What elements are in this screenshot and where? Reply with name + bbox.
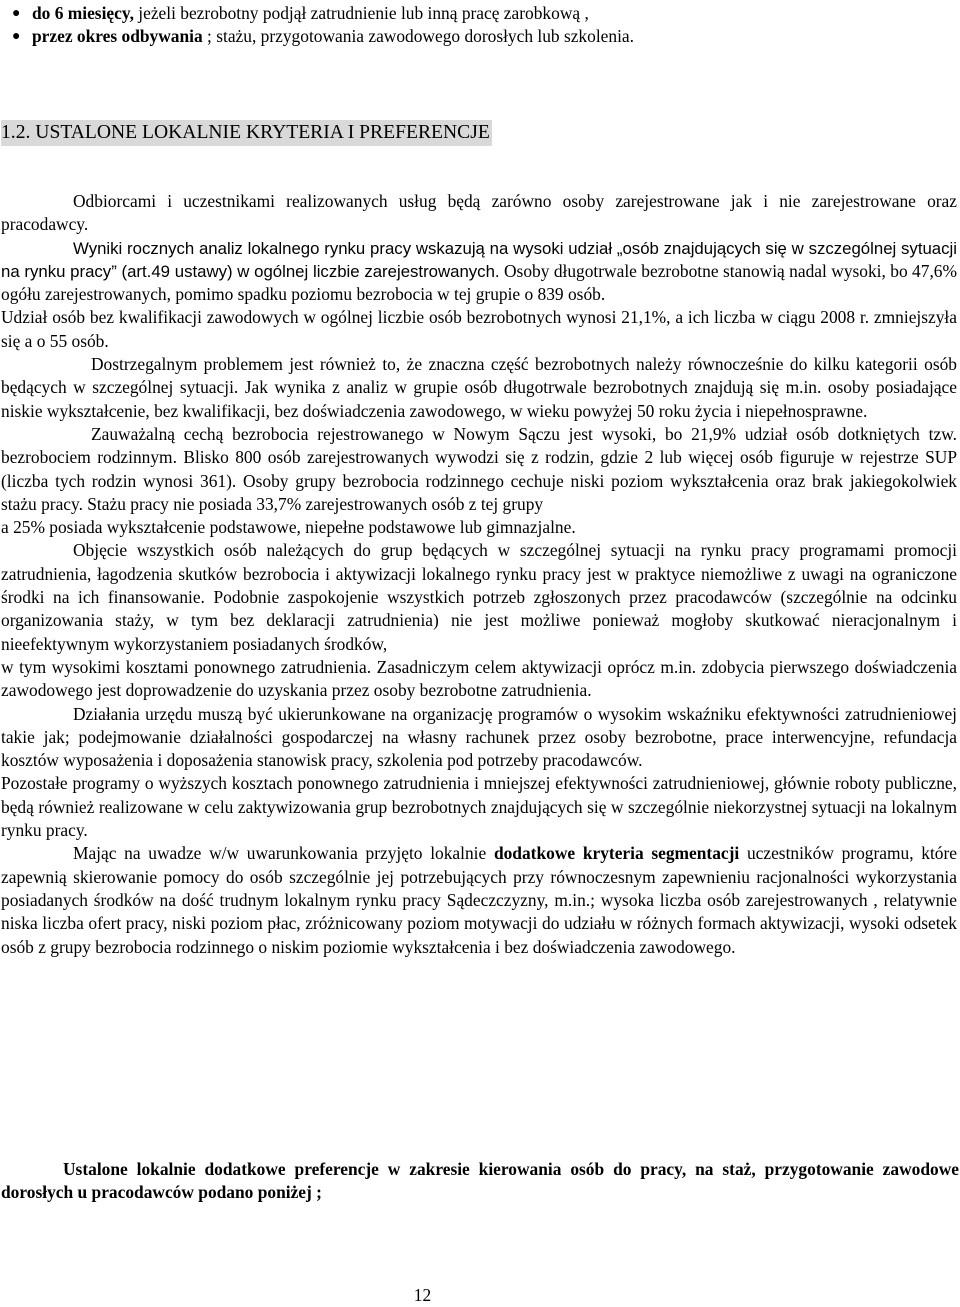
page-number: 12 xyxy=(413,1285,432,1305)
paragraph: Wyniki rocznych analiz lokalnego rynku pracy wskazują na wysoki udział „osób znajdujących się w szczególnej sytuacji na rynku pracy” (art.49 ustawy) w ogólnej liczbie zarejestrowanych. Osoby długotrwale bezrobotne stanowią nadal wysoki, bo 47,6% ogółu zarejestrowanych, pomimo spadku poziomu bezrobocia w tej grupie o 839 osób. xyxy=(1,238,957,305)
paragraph: Dostrzegalnym problemem jest również to, że znaczna część bezrobotnych należy równocześnie do kilku kategorii osób będących w szczególnej sytuacji. Jak wynika z analiz w grupie osób długotrwale bezrobotnych znajdują się m.in. osoby posiadające niskie wykształcenie, bez kwalifikacji, bez doświadczenia zawodowego, w wieku powyżej 50 roku życia i niepełnosprawne. xyxy=(1,354,957,421)
bullet-bold: do 6 miesięcy, xyxy=(32,3,134,23)
paragraph: Pozostałe programy o wyższych kosztach ponownego zatrudnienia i mniejszej efektywności zatrudnieniowej, głównie roboty publiczne, będą również realizowane w celu zaktywizowania grup bezrobotnych znajdujących się w szczególnie niekorzystnej sytuacji na lokalnym rynku pracy. xyxy=(1,773,957,841)
paragraph: Mając na uwadze w/w uwarunkowania przyjęto lokalnie dodatkowe kryteria segmentacji uczestników programu, które zapewnią skierowanie pomocy do osób szczególnie jej potrzebujących przy równoczesnym zapewnieniu racjonalności wykorzystania posiadanych środków na dość trudnym lokalnym rynku pracy Sądeczczyzny, m.in.; wysoka liczba osób zarejestrowanych , relatywnie niska liczba ofert pracy, niski poziom płac, zróżnicowany poziom motywacji do udziału w różnych formach aktywizacji, wysoki odsetek osób z grupy bezrobocia rodzinnego o niskim poziomie wykształcenia i bez doświadczenia zawodowego. xyxy=(1,843,957,957)
paragraph: Działania urzędu muszą być ukierunkowane na organizację programów o wysokim wskaźniku efektywności zatrudnieniowej takie jak; podejmowanie działalności gospodarczej na własny rachunek przez osoby bezrobotne, prace interwencyjne, refundacja kosztów wyposażenia i doposażenia stanowisk pracy, szkolenia pod potrzeby pracodawców. xyxy=(1,703,957,771)
paragraph: Objęcie wszystkich osób należących do grup będących w szczególnej sytuacji na rynku pracy programami promocji zatrudnienia, łagodzenia skutków bezrobocia i aktywizacji lokalnego rynku pracy jest w praktyce niemożliwe z uwagi na ograniczone środki na ich finansowanie. Podobnie zaspokojenie wszystkich potrzeb zgłoszonych przez pracodawców (szczególnie na odcinku organizowania staży, w tym bez deklaracji zatrudnienia) nie jest możliwe ponieważ mogłoby skutkować nieracjonalnym i nieefektywnym wykorzystaniem posiadanych środków, w tym wysokimi kosztami ponownego zatrudnienia. Zasadniczym celem aktywizacji oprócz m.in. zdobycia pierwszego doświadczenia zawodowego jest doprowadzenie do uzyskania przez osoby bezrobotne zatrudnienia. xyxy=(1,540,957,701)
bullet-text: jeżeli bezrobotny podjął zatrudnienie lub inną pracę zarobkową , xyxy=(133,3,589,23)
section-heading: 1.2. USTALONE LOKALNIE KRYTERIA I PREFERENCJE xyxy=(1,120,492,146)
paragraph: Odbiorcami i uczestnikami realizowanych usług będą zarówno osoby zarejestrowane jak i nie zarejestrowane oraz pracodawcy. xyxy=(1,191,957,235)
bullet-icon: ● xyxy=(12,29,21,44)
paragraph: Udział osób bez kwalifikacji zawodowych w ogólnej liczbie osób bezrobotnych wynosi 21,1%, a ich liczba w ciągu 2008 r. zmniejszyła się a o 55 osób. xyxy=(1,307,957,351)
body-text xyxy=(1,190,957,959)
bullet-icon: ● xyxy=(12,6,21,21)
bullet-bold: przez okres odbywania xyxy=(32,26,203,46)
paragraph: Zauważalną cechą bezrobocia rejestrowanego w Nowym Sączu jest wysoki, bo 21,9% udział osób dotkniętych tzw. bezrobociem rodzinnym. Blisko 800 osób zarejestrowanych wywodzi się z rodzin, gdzie 2 lub więcej osób figuruje w rejestrze SUP (liczba tych rodzin wynosi 361). Osoby grupy bezrobocia rodzinnego cechuje niski poziom wykształcenia oraz brak jakiegokolwiek stażu pracy. Stażu pracy nie posiada 33,7% zarejestrowanych osób z tej grupy a 25% posiada wykształcenie podstawowe, niepełne podstawowe lub gimnazjalne. xyxy=(1,423,957,538)
bullet-text: ; stażu, przygotowania zawodowego dorosłych lub szkolenia. xyxy=(202,26,634,46)
closing-paragraph: Ustalone lokalnie dodatkowe preferencje w zakresie kierowania osób do pracy, na staż, przygotowanie zawodowe dorosłych u pracodawców podano poniżej ; xyxy=(1,1159,959,1203)
